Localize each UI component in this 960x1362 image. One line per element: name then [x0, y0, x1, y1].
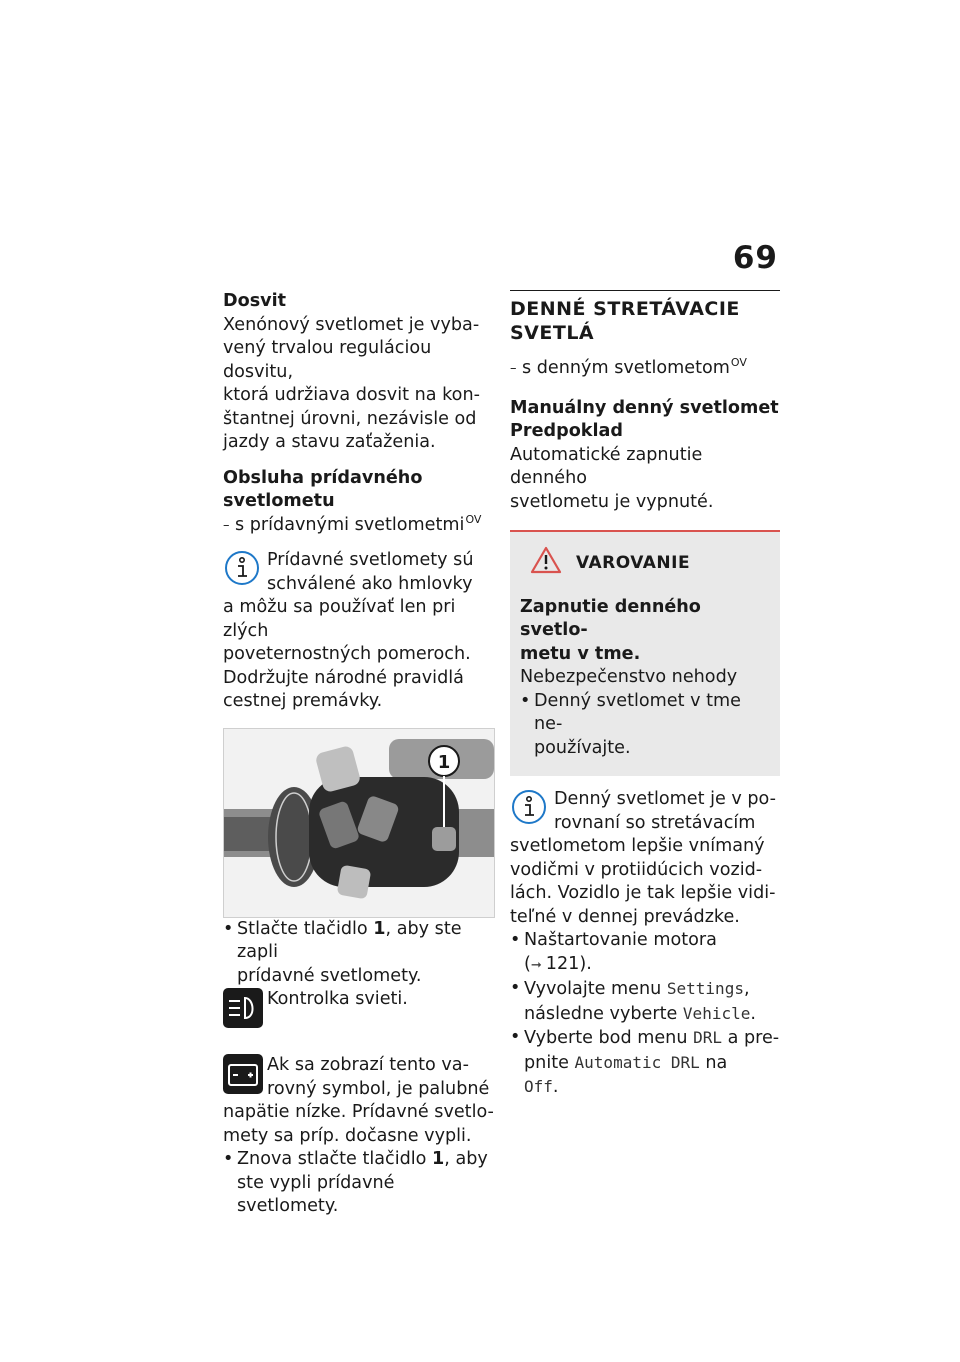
step-text: na	[699, 1052, 728, 1073]
step-text: .	[750, 1003, 756, 1024]
info-icon	[223, 549, 263, 593]
step-text: a pre-	[721, 1028, 780, 1048]
handlebar-switch-photo	[223, 728, 495, 918]
obsluha-heading	[223, 467, 495, 514]
option-text: s prídavnými svetlometmi	[235, 514, 465, 535]
option-line	[510, 357, 780, 381]
steps-drl	[510, 929, 780, 1100]
step-text: ste vypli prídavné svetlomety.	[237, 1172, 395, 1216]
dosvit-line: jazdy a stavu zaťaženia.	[223, 432, 436, 452]
section-title	[510, 290, 780, 345]
steps-turn-off	[223, 1148, 495, 1219]
dosvit-line: štantnej úrovni, nezávisle od	[223, 408, 477, 429]
voltage-note	[223, 1054, 495, 1148]
list-item	[520, 690, 772, 761]
step-text: Znova stlačte tlačidlo	[237, 1149, 433, 1169]
info-note-drl	[510, 788, 780, 929]
list-item	[510, 929, 780, 977]
warning-danger: Nebezpečenstvo nehody	[520, 667, 738, 687]
info-line: vodičmi v protiidúcich vozid-	[510, 859, 763, 880]
dosvit-heading: Dosvit	[223, 291, 287, 311]
step-text: Naštartovanie motora	[524, 930, 717, 950]
option-superscript: OV	[730, 356, 747, 369]
dosvit-line: ktorá udržiava dosvit na kon-	[223, 385, 480, 405]
warning-header	[530, 546, 772, 582]
step-text: (	[524, 953, 531, 974]
info-line: Dodržujte národné pravidlá	[223, 667, 464, 688]
list-item	[223, 1148, 495, 1219]
info-icon	[510, 788, 550, 832]
dash-icon: –	[223, 517, 230, 533]
info-line: schválené ako hmlovky	[267, 573, 473, 594]
voltage-line: mety sa príp. dočasne vypli.	[223, 1125, 472, 1146]
option-line	[223, 514, 495, 538]
warning-triangle-icon	[530, 546, 562, 582]
step-text: Vyberte bod menu	[524, 1028, 694, 1048]
menu-name: DRL	[693, 1028, 722, 1047]
voltage-line: napätie nízke. Prídavné svetlo-	[223, 1102, 494, 1122]
list-item	[510, 1026, 780, 1100]
option-text: s denným svetlometom	[522, 358, 730, 378]
step-text: ,	[743, 979, 750, 999]
info-line: svetlometom lepšie vnímaný	[510, 836, 765, 856]
menu-name: Vehicle	[682, 1003, 751, 1023]
step-text: prídavné svetlomety.	[237, 965, 422, 986]
obsluha-heading-line: Obsluha prídavného	[223, 467, 423, 488]
warning-item-text: Denný svetlomet v tme ne-	[534, 690, 741, 734]
section-title-line: SVETLÁ	[510, 322, 595, 344]
page-number: 69	[732, 240, 778, 276]
dash-icon: –	[510, 361, 517, 376]
warning-title: VAROVANIE	[576, 553, 691, 573]
info-line: cestnej premávky.	[223, 691, 383, 711]
prereq-line: Automatické zapnutie denného	[510, 444, 703, 488]
section-title-line: DENNÉ STRETÁVACIE	[510, 298, 740, 320]
step-button-ref: 1	[373, 918, 386, 939]
fog-light-indicator-icon	[223, 988, 263, 1032]
list-item	[510, 977, 780, 1026]
list-item	[223, 918, 495, 989]
step-text: následne vyberte	[524, 1003, 683, 1024]
indicator-note	[223, 988, 495, 1044]
step-text: Vyvolajte menu	[524, 979, 667, 999]
steps-turn-on	[223, 918, 495, 989]
voltage-line: Ak sa zobrazí tento va-	[267, 1055, 469, 1075]
step-button-ref: 1	[432, 1149, 445, 1169]
warning-bold-line: metu v tme.	[520, 643, 641, 664]
menu-name: Off	[524, 1077, 553, 1096]
warning-bold-line: Zapnutie denného svetlo-	[520, 596, 701, 640]
photo-callout-1: 1	[437, 751, 451, 773]
info-line: rovnaní so stretávacím	[554, 812, 756, 833]
menu-name: Settings	[666, 979, 744, 998]
step-text: , aby ste zapli	[237, 918, 462, 962]
info-line: Prídavné svetlomety sú	[267, 550, 474, 570]
obsluha-heading-line: svetlometu	[223, 491, 335, 511]
right-column	[510, 290, 780, 1100]
dosvit-line: Xenónový svetlomet je vyba-	[223, 314, 480, 335]
info-note-fog	[223, 549, 495, 714]
prereq-heading: Predpoklad	[510, 421, 623, 441]
info-line: Denný svetlomet je v po-	[554, 789, 777, 809]
left-column	[223, 290, 495, 1219]
dosvit-line: vený trvalou reguláciou dosvitu,	[223, 338, 432, 382]
voltage-line: rovný symbol, je palubné	[267, 1078, 490, 1099]
page-reference: 121).	[545, 953, 592, 974]
warning-box	[510, 530, 780, 776]
arrow-right-icon: ➞	[530, 957, 542, 973]
indicator-text: Kontrolka svieti.	[267, 989, 408, 1009]
dosvit-text	[223, 314, 495, 455]
menu-name: Automatic DRL	[574, 1052, 700, 1072]
step-text: pnite	[524, 1052, 575, 1073]
prereq-line: svetlometu je vypnuté.	[510, 491, 714, 512]
info-line: a môžu sa používať len pri zlých	[223, 597, 456, 641]
option-superscript: OV	[465, 512, 482, 526]
info-line: lách. Vozidlo je tak lepšie vidi-	[510, 883, 776, 903]
info-line: teľné v dennej prevádzke.	[510, 906, 740, 927]
step-text: , aby	[444, 1149, 488, 1169]
warning-list	[520, 690, 772, 761]
step-text: .	[552, 1077, 559, 1097]
battery-warning-icon	[223, 1054, 263, 1098]
step-text: Stlačte tlačidlo	[237, 918, 374, 939]
info-line: poveternostných pomeroch.	[223, 644, 471, 664]
warning-item-text: používajte.	[534, 737, 631, 758]
manual-heading: Manuálny denný svetlomet	[510, 397, 779, 418]
